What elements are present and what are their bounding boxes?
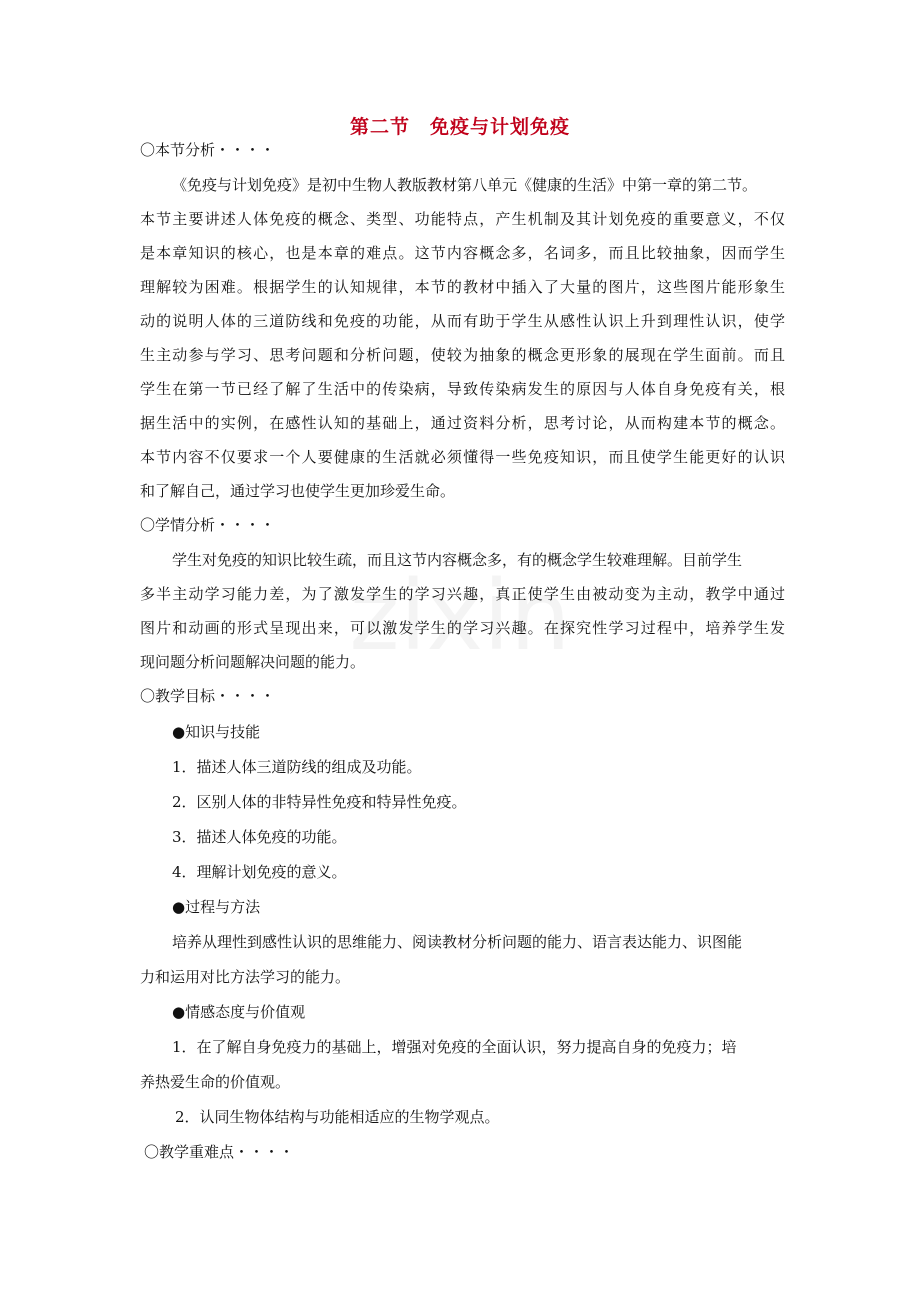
- knowledge-item-3: 3．描述人体免疫的功能。: [172, 828, 347, 846]
- emotion-line-3: 2．认同生物体结构与功能相适应的生物学观点。: [175, 1108, 500, 1126]
- subheading-knowledge: ●知识与技能: [172, 723, 261, 741]
- emotion-line-2: 养热爱生命的价值观。: [140, 1073, 291, 1091]
- students-line-1: 学生对免疫的知识比较生疏，而且这节内容概念多，有的概念学生较难理解。目前学生: [172, 551, 743, 569]
- analysis-line-4: 理解较为困难。根据学生的认知规律，本节的教材中插入了大量的图片，这些图片能形象生: [140, 278, 785, 296]
- subheading-process: ●过程与方法: [172, 898, 261, 916]
- analysis-line-1: 《免疫与计划免疫》是初中生物人教版教材第八单元《健康的生活》中第一章的第二节。: [172, 176, 758, 194]
- analysis-line-10: 和了解自己，通过学习也使学生更加珍爱生命。: [140, 482, 456, 500]
- knowledge-item-1: 1．描述人体三道防线的组成及功能。: [172, 758, 422, 776]
- emotion-line-1: 1．在了解自身免疫力的基础上，增强对免疫的全面认识，努力提高自身的免疫力；培: [172, 1038, 737, 1056]
- analysis-line-2: 本节主要讲述人体免疫的概念、类型、功能特点，产生机制及其计划免疫的重要意义，不仅: [140, 210, 785, 228]
- analysis-line-3: 是本章知识的核心，也是本章的难点。这节内容概念多，名词多，而且比较抽象，因而学生: [140, 244, 785, 262]
- subheading-emotion: ●情感态度与价值观: [172, 1003, 306, 1021]
- page-title: 第二节 免疫与计划免疫: [349, 116, 570, 138]
- students-line-3: 图片和动画的形式呈现出来，可以激发学生的学习兴趣。在探究性学习过程中，培养学生发: [140, 619, 785, 637]
- process-line-2: 力和运用对比方法学习的能力。: [140, 968, 351, 986]
- analysis-line-5: 动的说明人体的三道防线和免疫的功能，从而有助于学生从感性认识上升到理性认识，使学: [140, 312, 785, 330]
- analysis-line-9: 本节内容不仅要求一个人要健康的生活就必须懂得一些免疫知识，而且使学生能更好的认识: [140, 448, 785, 466]
- section-heading-students: 〇学情分析・・・・: [140, 516, 276, 534]
- analysis-line-8: 据生活中的实例，在感性认知的基础上，通过资料分析，思考讨论，从而构建本节的概念。: [140, 414, 785, 432]
- section-heading-analysis: 〇本节分析・・・・: [140, 141, 276, 159]
- analysis-line-6: 生主动参与学习、思考问题和分析问题，使较为抽象的概念更形象的展现在学生面前。而且: [140, 346, 785, 364]
- analysis-line-7: 学生在第一节已经了解了生活中的传染病，导致传染病发生的原因与人体自身免疫有关，根: [140, 380, 785, 398]
- knowledge-item-2: 2．区别人体的非特异性免疫和特异性免疫。: [172, 793, 467, 811]
- section-heading-difficulty: 〇教学重难点・・・・: [144, 1143, 295, 1161]
- students-line-4: 现问题分析问题解决问题的能力。: [140, 653, 366, 671]
- students-line-2: 多半主动学习能力差，为了激发学生的学习兴趣，真正使学生由被动变为主动，教学中通过: [140, 585, 785, 603]
- section-heading-goals: 〇教学目标・・・・: [140, 687, 276, 705]
- process-line-1: 培养从理性到感性认识的思维能力、阅读教材分析问题的能力、语言表达能力、识图能: [172, 933, 743, 951]
- knowledge-item-4: 4．理解计划免疫的意义。: [172, 863, 347, 881]
